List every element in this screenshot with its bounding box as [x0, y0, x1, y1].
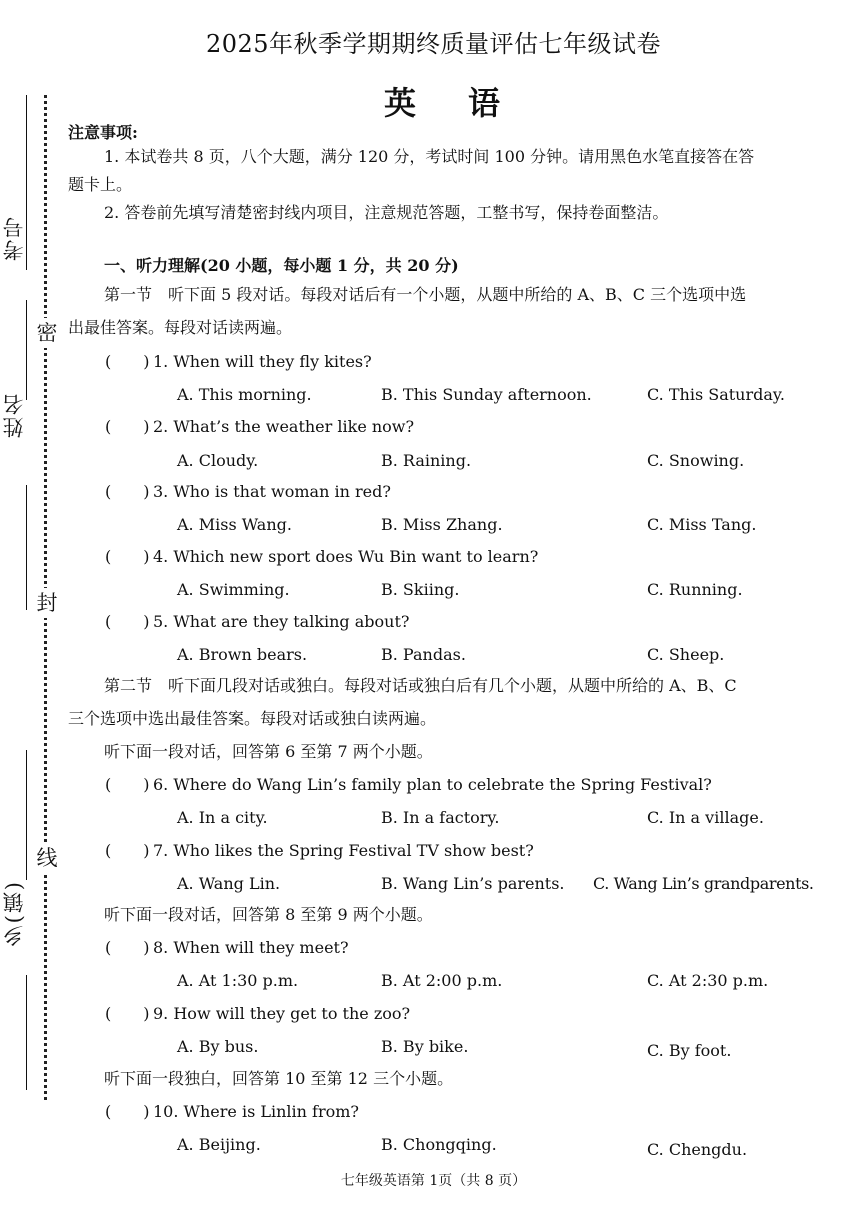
- question-text: 3. Who is that woman in red?: [153, 482, 391, 501]
- exam-title: 2025年秋季学期期终质量评估七年级试卷: [205, 30, 662, 58]
- option-c: C. At 2:30 p.m.: [647, 971, 769, 990]
- option-c: C. This Saturday.: [647, 385, 785, 404]
- question-text: 10. Where is Linlin from?: [153, 1102, 359, 1121]
- question-text: 5. What are they talking about?: [153, 612, 410, 631]
- answer-blank[interactable]: ( ): [105, 938, 150, 957]
- question-text: 2. What’s the weather like now?: [153, 417, 415, 436]
- question-2: [105, 417, 414, 437]
- monologue-intro-10-12: 听下面一段独白，回答第 10 至第 12 三个小题。: [104, 1069, 454, 1088]
- question-8: [105, 938, 349, 958]
- option-a: A. Swimming.: [177, 580, 290, 599]
- option-a: A. Cloudy.: [177, 451, 259, 470]
- option-b: B. By bike.: [381, 1037, 469, 1056]
- question-text: 7. Who likes the Spring Festival TV show best?: [153, 841, 534, 860]
- option-a: A. By bus.: [177, 1037, 259, 1056]
- answer-blank[interactable]: ( ): [105, 417, 150, 436]
- option-c: C. By foot.: [647, 1041, 732, 1060]
- option-c: C. Running.: [647, 580, 743, 599]
- seal-char-feng: 封: [35, 588, 59, 618]
- question-1: [105, 352, 372, 372]
- option-c: C. Wang Lin’s grandparents.: [593, 874, 814, 893]
- option-a: A. At 1:30 p.m.: [177, 971, 299, 990]
- answer-blank[interactable]: ( ): [105, 482, 150, 501]
- question-text: 4. Which new sport does Wu Bin want to learn?: [153, 547, 539, 566]
- section1-instructions: 第一节 听下面 5 段对话。每段对话后有一个小题，从题中所给的 A、B、C 三个选项中选: [104, 285, 747, 304]
- question-text: 6. Where do Wang Lin’s family plan to celebrate the Spring Festival?: [153, 775, 712, 794]
- answer-blank[interactable]: ( ): [105, 775, 150, 794]
- section1-instructions-cont: 出最佳答案。每段对话读两遍。: [68, 318, 293, 337]
- option-a: A. This morning.: [177, 385, 312, 404]
- question-10: [105, 1102, 359, 1122]
- option-c: C. Snowing.: [647, 451, 745, 470]
- binding-line-lower: [26, 485, 27, 610]
- option-a: A. Miss Wang.: [177, 515, 292, 534]
- option-b: B. Chongqing.: [381, 1135, 497, 1154]
- notes-item-1: 1. 本试卷共 8 页，八个大题，满分 120 分，考试时间 100 分钟。请用黑色水笔直接答在答: [104, 147, 755, 166]
- option-b: B. Raining.: [381, 451, 472, 470]
- question-9: [105, 1004, 410, 1024]
- question-text: 9. How will they get to the zoo?: [153, 1004, 411, 1023]
- answer-blank[interactable]: ( ): [105, 1102, 150, 1121]
- notes-item-2: 2. 答卷前先填写清楚密封线内项目，注意规范答题，工整书写，保持卷面整洁。: [104, 203, 669, 222]
- option-c: C. Chengdu.: [647, 1140, 748, 1159]
- notes-heading: 注意事项:: [68, 123, 138, 142]
- answer-blank[interactable]: ( ): [105, 352, 150, 371]
- option-c: C. Miss Tang.: [647, 515, 757, 534]
- binding-line-middle: [26, 300, 27, 400]
- option-b: B. At 2:00 p.m.: [381, 971, 503, 990]
- answer-blank[interactable]: ( ): [105, 547, 150, 566]
- question-4: [105, 547, 538, 567]
- option-b: B. This Sunday afternoon.: [381, 385, 592, 404]
- page-footer: 七年级英语第 1页（共 8 页）: [340, 1173, 527, 1189]
- part1-heading: 一、听力理解(20 小题，每小题 1 分，共 20 分): [104, 256, 459, 275]
- binding-line-top: [26, 95, 27, 270]
- option-a: A. Beijing.: [177, 1135, 261, 1154]
- option-c: C. In a village.: [647, 808, 764, 827]
- township-label: 乡(镇): [2, 880, 26, 947]
- seal-char-mi: 密: [35, 318, 59, 348]
- name-label: 姓名: [2, 392, 26, 438]
- question-3: [105, 482, 391, 502]
- notes-item-1-cont: 题卡上。: [68, 175, 133, 194]
- section2-instructions: 第二节 听下面几段对话或独白。每段对话或独白后有几个小题，从题中所给的 A、B、C: [104, 676, 737, 695]
- question-text: 1. When will they fly kites?: [153, 352, 372, 371]
- dialogue-intro-8-9: 听下面一段对话，回答第 8 至第 9 两个小题。: [104, 905, 433, 924]
- option-b: B. Miss Zhang.: [381, 515, 503, 534]
- option-b: B. In a factory.: [381, 808, 500, 827]
- question-6: [105, 775, 712, 795]
- subject-title: 英语: [384, 84, 553, 122]
- question-5: [105, 612, 409, 632]
- option-b: B. Skiing.: [381, 580, 460, 599]
- question-text: 8. When will they meet?: [153, 938, 349, 957]
- option-b: B. Pandas.: [381, 645, 466, 664]
- answer-blank[interactable]: ( ): [105, 612, 150, 631]
- section2-instructions-cont: 三个选项中选出最佳答案。每段对话或独白读两遍。: [68, 709, 437, 728]
- question-7: [105, 841, 534, 861]
- option-b: B. Wang Lin’s parents.: [381, 874, 565, 893]
- answer-blank[interactable]: ( ): [105, 1004, 150, 1023]
- answer-blank[interactable]: ( ): [105, 841, 150, 860]
- binding-line-bottom: [26, 750, 27, 880]
- seal-char-xian: 线: [35, 843, 59, 873]
- option-a: A. Wang Lin.: [177, 874, 281, 893]
- exam-number-label: 考号: [2, 215, 26, 261]
- option-c: C. Sheep.: [647, 645, 725, 664]
- binding-line-end: [26, 975, 27, 1090]
- option-a: A. In a city.: [177, 808, 268, 827]
- option-a: A. Brown bears.: [177, 645, 308, 664]
- dialogue-intro-6-7: 听下面一段对话，回答第 6 至第 7 两个小题。: [104, 742, 433, 761]
